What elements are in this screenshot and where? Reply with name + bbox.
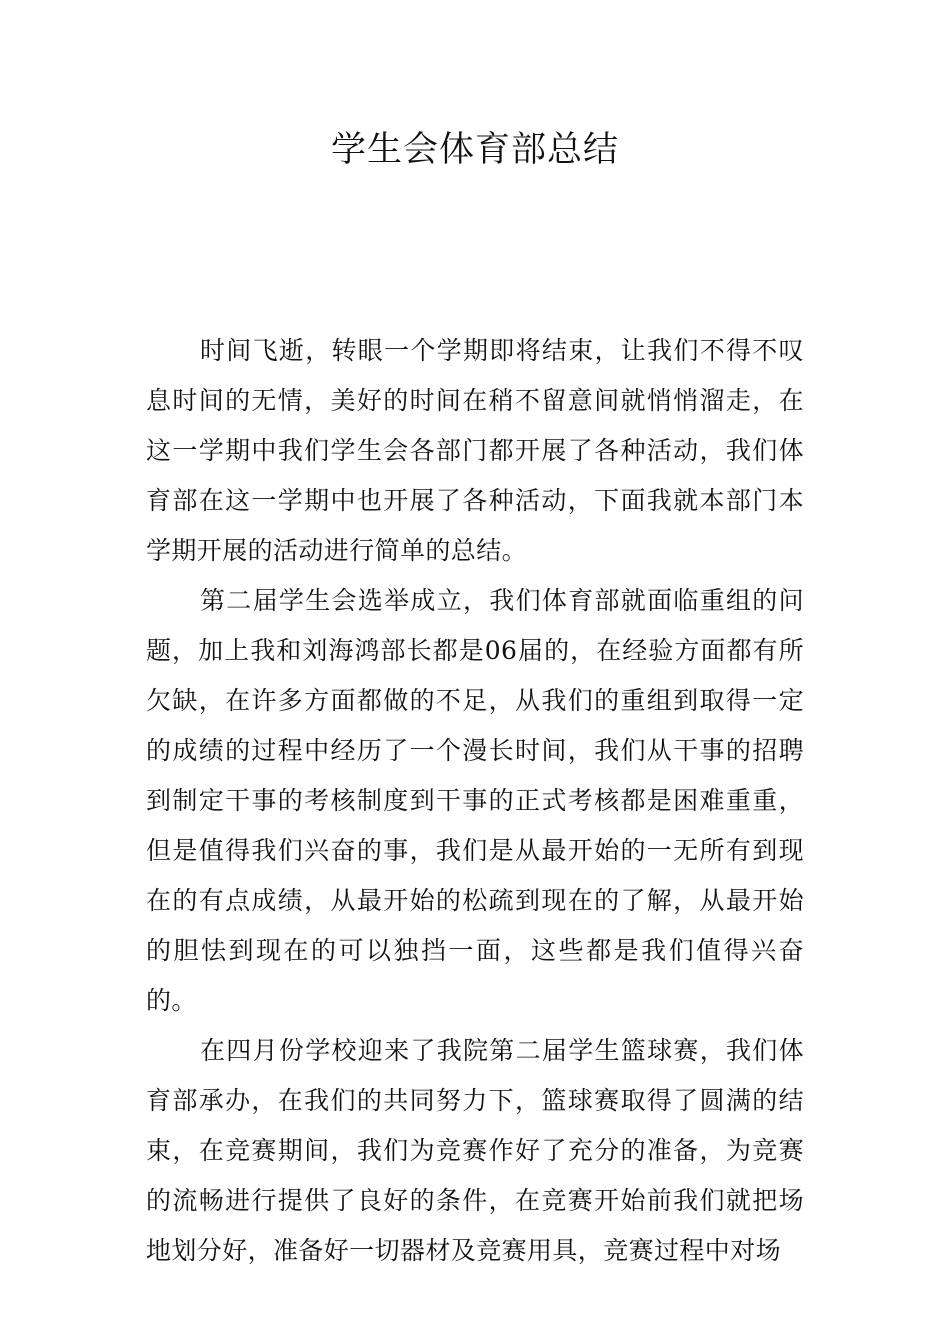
document-title: 学生会体育部总结	[330, 130, 619, 170]
paragraph-3: 在四月份学校迎来了我院第二届学生篮球赛，我们体育部承办，在我们的共同努力下，篮球赛取得了圆满的结束，在竞赛期间，我们为竞赛作好了充分的准备，为竞赛的流畅进行提供了良好的条件，在竞赛开始前我们就把场地划分好，准备好一切器材及竞赛用具，竞赛过程中对场	[146, 1036, 804, 1265]
document-body	[146, 326, 804, 1276]
paragraph-2: 第二届学生会选举成立，我们体育部就面临重组的问题，加上我和刘海鸿部长都是06届的，在经验方面都有所欠缺，在许多方面都做的不足，从我们的重组到取得一定的成绩的过程中经历了一个漫长时间，我们从干事的招聘到制定干事的考核制度到干事的正式考核都是困难重重，但是值得我们兴奋的事，我们是从最开始的一无所有到现在的有点成绩，从最开始的松疏到现在的了解，从最开始的胆怯到现在的可以独挡一面，这些都是我们值得兴奋的。	[146, 586, 804, 1015]
paragraph-1: 时间飞逝，转眼一个学期即将结束，让我们不得不叹息时间的无情，美好的时间在稍不留意间就悄悄溜走，在这一学期中我们学生会各部门都开展了各种活动，我们体育部在这一学期中也开展了各种活动，下面我就本部门本学期开展的活动进行简单的总结。	[146, 336, 804, 565]
